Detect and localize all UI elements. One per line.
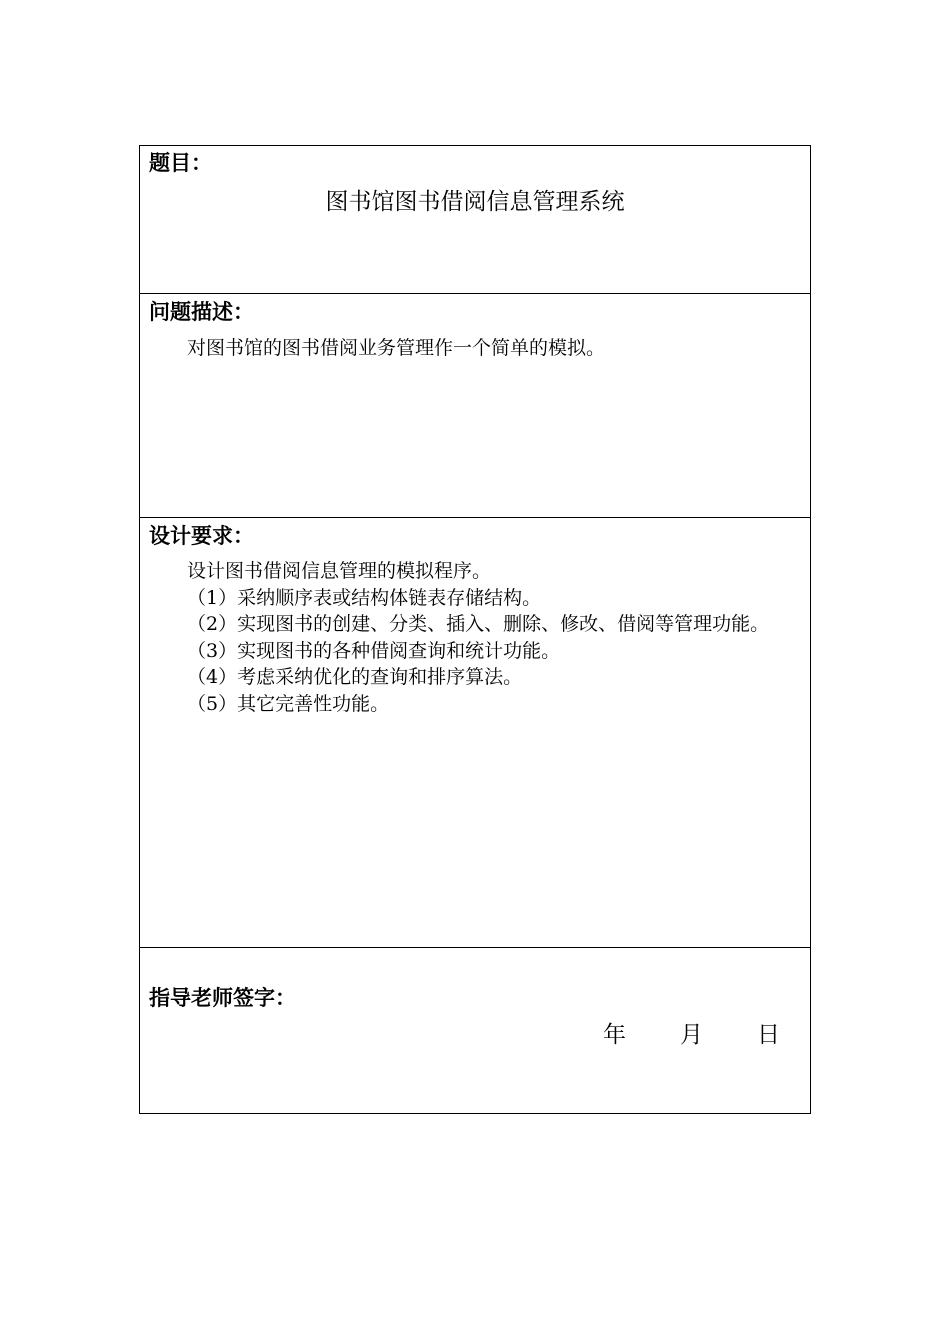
problem-label: 问题描述： (149, 300, 254, 324)
date-year-label: 年 (603, 1022, 626, 1048)
date-month-label: 月 (680, 1022, 703, 1048)
design-section (140, 518, 810, 948)
design-label: 设计要求： (149, 524, 254, 548)
date-day-label: 日 (757, 1022, 780, 1048)
design-paragraph: 设计图书借阅信息管理的模拟程序。 (187, 560, 492, 582)
date-line (603, 1020, 783, 1050)
signature-label: 指导老师签字： (149, 986, 296, 1010)
design-paragraph: （4）考虑采纳优化的查询和排序算法。 (187, 666, 523, 688)
design-paragraph: （2）实现图书的创建、分类、插入、删除、修改、借阅等管理功能。 (187, 613, 770, 635)
design-paragraph: （3）实现图书的各种借阅查询和统计功能。 (187, 639, 561, 662)
problem-body (149, 335, 802, 362)
design-paragraph: （5）其它完善性功能。 (187, 692, 390, 715)
assignment-form (139, 145, 811, 1114)
topic-text: 图书馆图书借阅信息管理系统 (325, 189, 625, 215)
problem-section (140, 294, 810, 518)
design-body (149, 558, 802, 717)
title-label: 题目： (149, 151, 212, 175)
title-section (140, 146, 810, 294)
problem-text: 对图书馆的图书借阅业务管理作一个简单的模拟。 (187, 337, 606, 359)
signature-section (140, 948, 810, 1113)
design-paragraph: （1）采纳顺序表或结构体链表存储结构。 (187, 586, 542, 609)
